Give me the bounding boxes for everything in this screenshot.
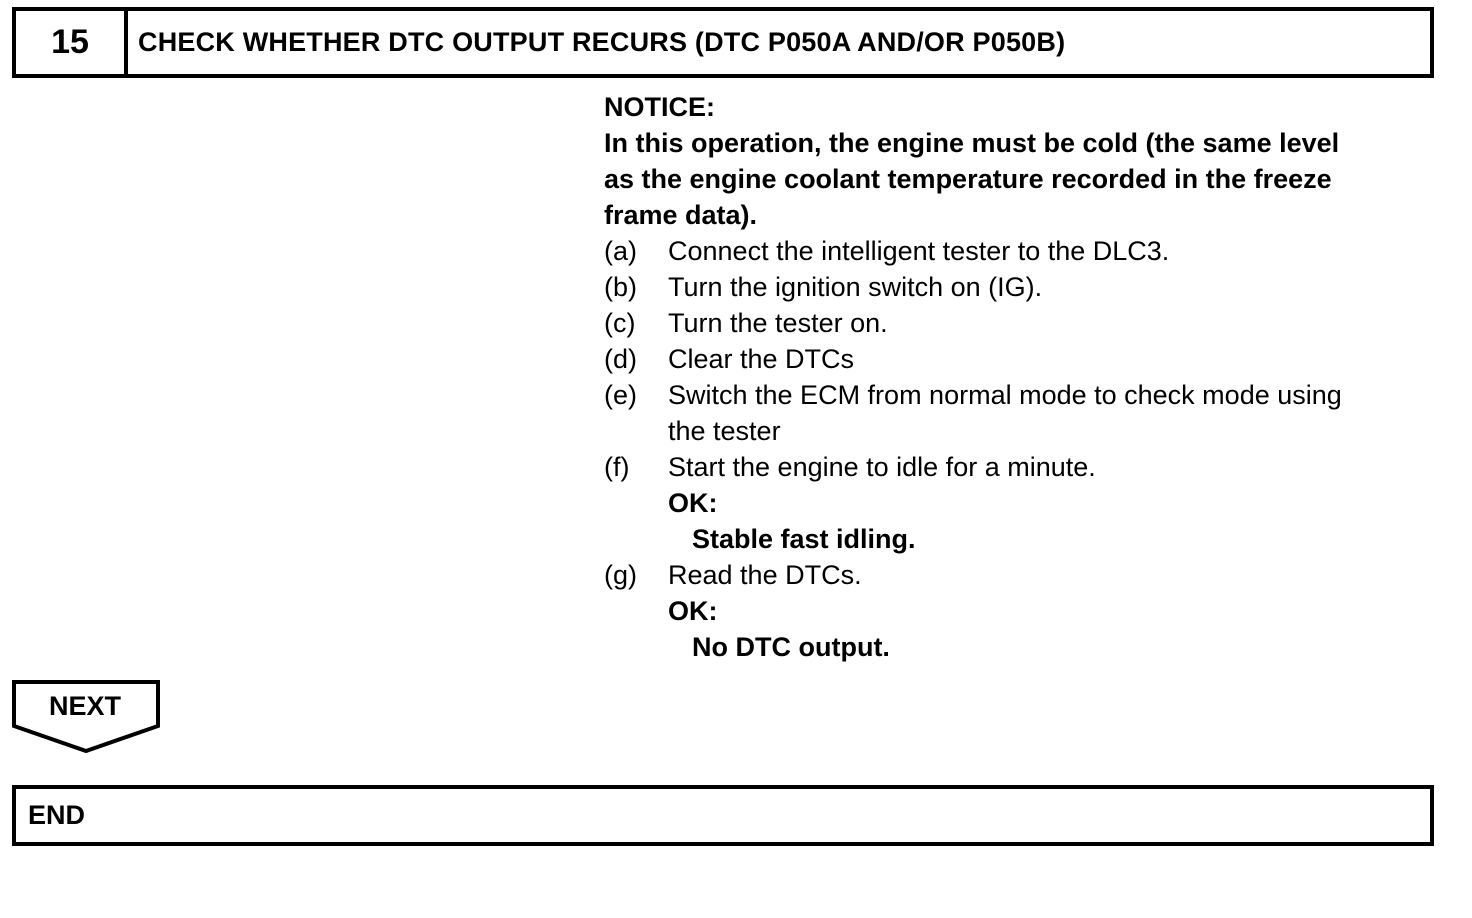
end-box	[12, 785, 1434, 846]
next-label: NEXT	[48, 691, 121, 721]
step-text-line: Switch the ECM from normal mode to check mode using	[668, 380, 1342, 410]
notice-line: In this operation, the engine must be cold (the same level	[604, 128, 1340, 158]
end-label: END	[28, 800, 86, 830]
step-item-a	[604, 233, 1434, 269]
ok-value: Stable fast idling.	[692, 524, 916, 554]
step-item-e	[604, 377, 1434, 449]
step-text: Connect the intelligent tester to the DLC3.	[668, 236, 1170, 266]
step-item-b	[604, 269, 1434, 305]
step-text-line: the tester	[668, 416, 781, 446]
step-label: (a)	[604, 236, 637, 266]
next-button[interactable]	[12, 680, 160, 754]
step-text: Turn the ignition switch on (IG).	[668, 272, 1043, 302]
notice-line: as the engine coolant temperature recorded in the freeze	[604, 164, 1332, 194]
step-number: 15	[16, 11, 128, 74]
step-label: (b)	[604, 272, 637, 302]
ok-value: No DTC output.	[692, 632, 890, 662]
notice-line: frame data).	[604, 200, 758, 230]
step-text: Read the DTCs.	[668, 560, 862, 590]
ok-label: OK:	[668, 488, 718, 518]
step-text: Turn the tester on.	[668, 308, 888, 338]
step-label: (d)	[604, 344, 637, 374]
step-text: Clear the DTCs	[668, 344, 855, 374]
step-item-c	[604, 305, 1434, 341]
step-label: (g)	[604, 560, 637, 590]
step-title: CHECK WHETHER DTC OUTPUT RECURS (DTC P050A AND/OR P050B)	[138, 27, 1066, 57]
step-item-g	[604, 557, 1434, 593]
step-label: (e)	[604, 380, 637, 410]
step-text: Start the engine to idle for a minute.	[668, 452, 1096, 482]
step-header	[12, 7, 1434, 78]
ok-label: OK:	[668, 596, 718, 626]
step-text	[668, 377, 1434, 449]
step-item-f	[604, 449, 1434, 485]
step-label: (c)	[604, 308, 636, 338]
procedure-content	[604, 89, 1434, 665]
step-label: (f)	[604, 452, 630, 482]
notice-heading: NOTICE:	[604, 92, 715, 122]
step-item-d	[604, 341, 1434, 377]
